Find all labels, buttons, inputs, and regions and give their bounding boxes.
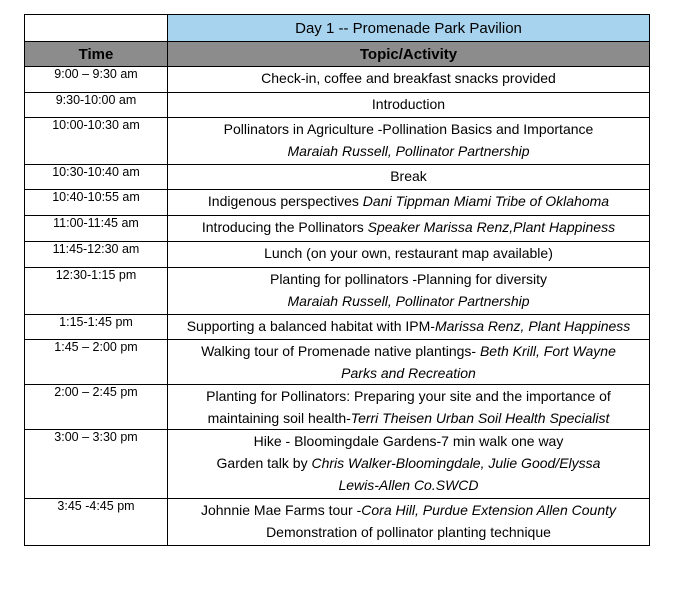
time-cell: 12:30-1:15 pm xyxy=(25,268,168,315)
column-header-row xyxy=(25,42,650,67)
activity-text: Introduction xyxy=(371,96,446,112)
topic-line xyxy=(168,268,649,290)
activity-text: Indigenous perspectives xyxy=(207,193,363,209)
activity-text: maintaining soil health- xyxy=(207,410,351,426)
time-cell: 9:30-10:00 am xyxy=(25,93,168,118)
time-cell: 9:00 – 9:30 am xyxy=(25,67,168,93)
topic-line xyxy=(168,67,649,89)
topic-cell xyxy=(168,118,650,165)
topic-line xyxy=(168,190,649,212)
activity-text: Introducing the Pollinators xyxy=(201,219,368,235)
topic-line xyxy=(168,521,649,543)
speaker-text: Lewis-Allen Co.SWCD xyxy=(338,477,479,493)
speaker-text: Beth Krill, Fort Wayne xyxy=(479,343,616,359)
topic-cell xyxy=(168,216,650,242)
topic-cell xyxy=(168,268,650,315)
time-cell: 11:45-12:30 am xyxy=(25,242,168,268)
speaker-text: Maraiah Russell, Pollinator Partnership xyxy=(287,293,530,309)
table-row xyxy=(25,499,650,546)
topic-line xyxy=(168,140,649,162)
topic-line xyxy=(168,290,649,312)
table-row xyxy=(25,190,650,216)
activity-text: Johnnie Mae Farms tour - xyxy=(200,502,362,518)
activity-text: Lunch (on your own, restaurant map available) xyxy=(264,245,553,261)
speaker-text: Dani Tippman Miami Tribe of Oklahoma xyxy=(362,193,610,209)
table-row xyxy=(25,340,650,385)
table-row xyxy=(25,315,650,340)
activity-text: Planting for pollinators -Planning for diversity xyxy=(269,271,548,287)
topic-line xyxy=(168,499,649,521)
time-cell: 2:00 – 2:45 pm xyxy=(25,385,168,430)
activity-text: Pollinators in Agriculture -Pollination Basics and Importance xyxy=(223,121,594,137)
time-cell: 1:15-1:45 pm xyxy=(25,315,168,340)
topic-cell xyxy=(168,190,650,216)
speaker-text: Cora Hill, Purdue Extension Allen County xyxy=(361,502,617,518)
speaker-text: Terri Theisen Urban Soil Health Specialist xyxy=(350,410,610,426)
time-cell: 10:30-10:40 am xyxy=(25,165,168,190)
topic-line xyxy=(168,452,649,474)
speaker-text: Chris Walker-Bloomingdale, Julie Good/Elyssa xyxy=(311,455,601,471)
speaker-text: Parks and Recreation xyxy=(341,365,476,381)
topic-line xyxy=(168,216,649,238)
topic-line xyxy=(168,165,649,187)
activity-text: Demonstration of pollinator planting technique xyxy=(266,524,551,540)
table-row xyxy=(25,67,650,93)
activity-text: Break xyxy=(390,168,427,184)
time-column-header: Time xyxy=(25,42,168,67)
time-cell: 1:45 – 2:00 pm xyxy=(25,340,168,385)
topic-line xyxy=(168,315,649,337)
time-cell: 3:45 -4:45 pm xyxy=(25,499,168,546)
schedule-table xyxy=(24,14,650,546)
topic-line xyxy=(168,93,649,115)
topic-line xyxy=(168,340,649,362)
activity-text: Check-in, coffee and breakfast snacks provided xyxy=(261,70,556,86)
time-cell: 10:40-10:55 am xyxy=(25,190,168,216)
table-row xyxy=(25,385,650,430)
topic-line xyxy=(168,430,649,452)
table-row xyxy=(25,430,650,499)
topic-line xyxy=(168,407,649,429)
day-title-row xyxy=(25,15,650,42)
topic-cell xyxy=(168,67,650,93)
topic-cell xyxy=(168,499,650,546)
table-row xyxy=(25,268,650,315)
topic-cell xyxy=(168,430,650,499)
activity-text: Planting for Pollinators: Preparing your site and the importance of xyxy=(206,388,611,404)
topic-cell xyxy=(168,340,650,385)
time-cell: 3:00 – 3:30 pm xyxy=(25,430,168,499)
topic-line xyxy=(168,118,649,140)
topic-line xyxy=(168,474,649,496)
topic-column-header: Topic/Activity xyxy=(168,42,650,67)
table-row xyxy=(25,118,650,165)
day-title-blank-cell xyxy=(25,15,168,42)
activity-text: Hike - Bloomingdale Gardens-7 min walk one way xyxy=(253,433,564,449)
table-row xyxy=(25,93,650,118)
table-row xyxy=(25,216,650,242)
schedule-body xyxy=(25,15,650,546)
activity-text: Walking tour of Promenade native plantings- xyxy=(201,343,480,359)
table-row xyxy=(25,242,650,268)
topic-line xyxy=(168,362,649,384)
speaker-text: Maraiah Russell, Pollinator Partnership xyxy=(287,143,530,159)
topic-line xyxy=(168,242,649,264)
topic-cell xyxy=(168,315,650,340)
topic-cell xyxy=(168,385,650,430)
activity-text: Garden talk by xyxy=(216,455,312,471)
topic-line xyxy=(168,385,649,407)
activity-text: Supporting a balanced habitat with IPM- xyxy=(186,318,435,334)
topic-cell xyxy=(168,93,650,118)
time-cell: 11:00-11:45 am xyxy=(25,216,168,242)
speaker-text: Marissa Renz, Plant Happiness xyxy=(434,318,631,334)
day-title: Day 1 -- Promenade Park Pavilion xyxy=(168,15,650,42)
table-row xyxy=(25,165,650,190)
speaker-text: Speaker Marissa Renz,Plant Happiness xyxy=(367,219,616,235)
topic-cell xyxy=(168,165,650,190)
topic-cell xyxy=(168,242,650,268)
time-cell: 10:00-10:30 am xyxy=(25,118,168,165)
